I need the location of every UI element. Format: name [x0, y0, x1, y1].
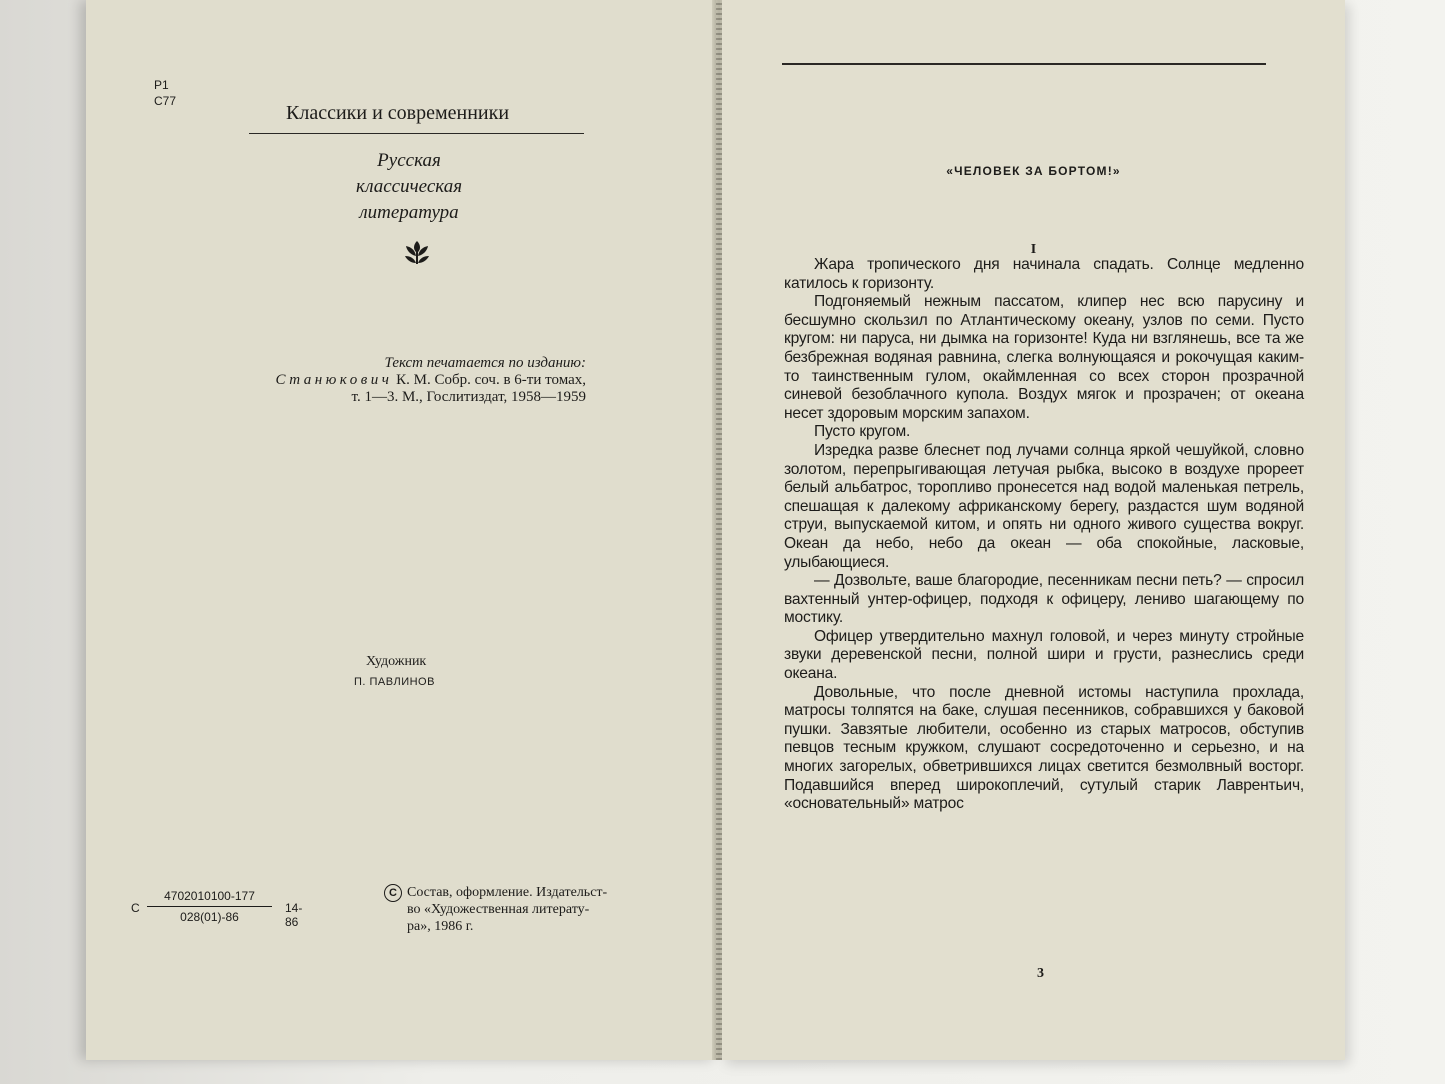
header-rule	[782, 63, 1266, 65]
page-number: 3	[1037, 966, 1044, 981]
copyright-line-1: Состав, оформление. Издательст-	[407, 885, 608, 900]
copyright-text	[407, 884, 667, 935]
imprint-letter: С	[131, 901, 140, 915]
paragraph: Довольные, что после дневной истомы наступила прохлада, матросы толпятся на баке, слушая песенников, собравшихся у баковой пушки. Завзятые любители, особенно из старых матросов, обступив певцов тесным кружком, слушают сосредоточенно и серьезно, и на многих загорелых, обветрившихся лицах светится безмолвный восторг. Подавшийся вперед широкоплечий, сутулый старик Лаврентьич, «основательный» матрос	[784, 683, 1304, 813]
artist-name: П. ПАВЛИНОВ	[354, 676, 435, 688]
edition-line-2: т. 1—3. М., Гослитиздат, 1958—1959	[351, 389, 586, 405]
paragraph: Жара тропического дня начинала спадать. Солнце медленно катилось к горизонту.	[784, 256, 1304, 292]
leaf-emblem-icon	[402, 238, 432, 271]
paragraph: Изредка разве блеснет под лучами солнца яркой чешуйкой, словно золотом, перепрыгивающая летучая рыбка, высоко в воздухе прореет белый альбатрос, торопливо пронесется над водой маленькая петрель, спешащая к далекому африканскому берегу, раздастся шум водяной струи, выпускаемой китом, и опять ни одного живого существа вокруг. Океан да небо, небо да океан — оба спокойные, ласковые, улыбающиеся.	[784, 441, 1304, 571]
edition-intro: Текст печатается по изданию:	[384, 355, 586, 371]
artist-label: Художник	[366, 654, 427, 669]
edition-rest: К. М. Собр. соч. в 6-ти томах,	[396, 372, 586, 388]
imprint-fraction	[147, 889, 272, 924]
series-title: Классики и современники	[286, 102, 510, 124]
edition-author: Станюкович	[275, 372, 393, 388]
imprint-code: 14-86	[285, 901, 303, 929]
series-subtitle-line-2: классическая	[355, 176, 463, 197]
series-subtitle-line-1: Русская	[377, 150, 441, 171]
copyright-line-2: во «Художественная литерату-	[407, 902, 590, 917]
story-title: «ЧЕЛОВЕК ЗА БОРТОМ!»	[946, 164, 1121, 178]
code-line-2: С77	[154, 94, 177, 108]
paragraph: — Дозвольте, ваше благородие, песенникам песни петь? — спросил вахтенный унтер-офицер, подходя к офицеру, лениво шагающему по мостику.	[784, 572, 1304, 627]
series-subtitle	[324, 148, 494, 226]
imprint-numerator: 4702010100-177	[147, 889, 272, 907]
copyright-icon: C	[384, 884, 402, 902]
copyright-line-3: ра», 1986 г.	[407, 919, 474, 934]
body-text	[784, 256, 1304, 814]
chapter-number: I	[1030, 242, 1037, 257]
paragraph: Офицер утвердительно махнул головой, и через минуту стройные звуки деревенской песни, полной шири и грусти, разнеслись среди океана.	[784, 627, 1304, 683]
series-rule	[249, 133, 584, 134]
edition-note	[216, 355, 586, 406]
imprint-denominator: 028(01)-86	[180, 910, 239, 924]
classification-codes	[154, 77, 176, 109]
left-page	[86, 0, 718, 1060]
copyright-block	[384, 884, 667, 935]
series-subtitle-line-3: литература	[359, 202, 459, 223]
right-page	[722, 0, 1345, 1060]
paragraph: Подгоняемый нежным пассатом, клипер нес всю парусину и бесшумно скользил по Атлантическому океану, узлов по семи. Пусто кругом: ни паруса, ни дымка на горизонте! Куда ни взглянешь, все та же безбрежная водяная равнина, слегка волнующаяся и рокочущая каким-то таинственным гулом, окаймленная со всех сторон прозрачной синевой безоблачного купола. Воздух мягок и прозрачен; от океана несет здоровым морским запахом.	[784, 293, 1304, 422]
edition-line-1	[216, 372, 586, 389]
code-line-1: Р1	[154, 78, 169, 92]
paragraph: Пусто кругом.	[814, 423, 911, 441]
